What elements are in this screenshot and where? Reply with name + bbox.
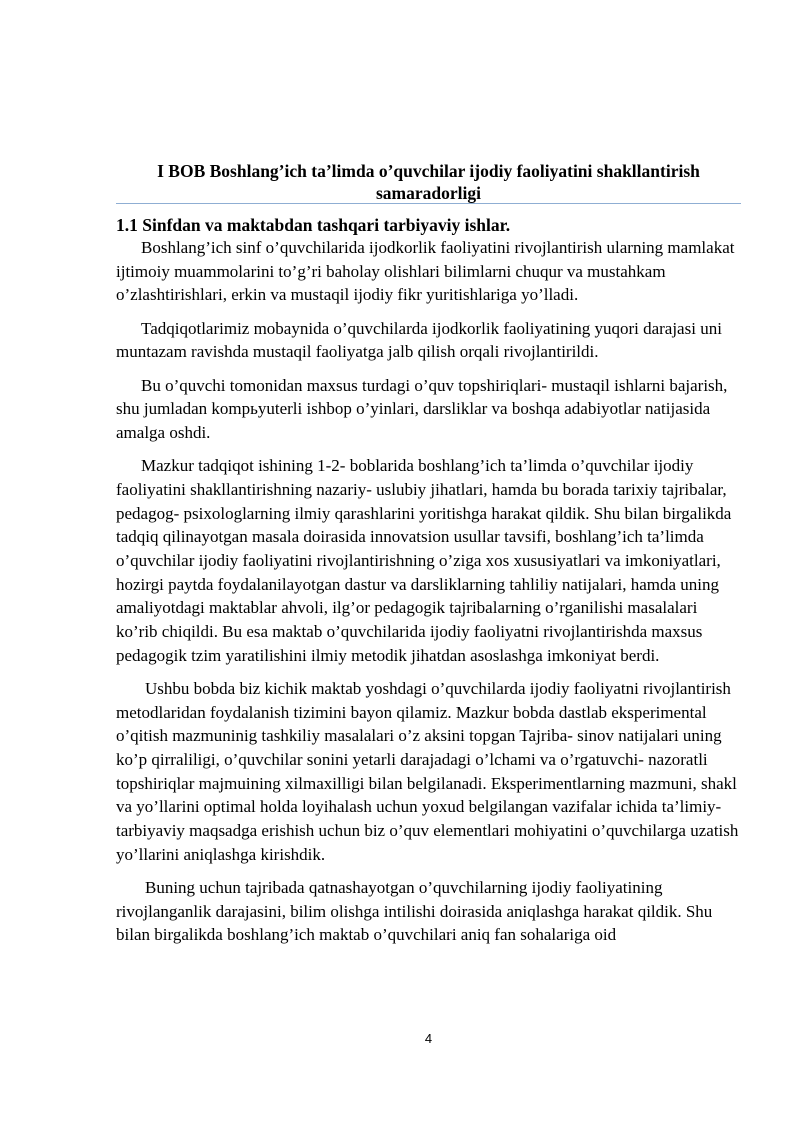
paragraph-3: Bu o’quvchi tomonidan maxsus turdagi o’quv topshiriqlari- mustaqil ishlarni bajarish, shu jumladan kompьyuterli ishbop o’yinlari, darsliklar va boshqa adabiyotlar natijasida amalga oshdi.: [116, 375, 728, 442]
chapter-title-line2: samaradorligi: [376, 183, 481, 203]
chapter-title-line1: I BOB Boshlang’ich ta’limda o’quvchilar ijodiy faoliyatini shakllantirish: [157, 161, 700, 181]
title-underline-rule: [116, 203, 741, 204]
paragraph-1: Boshlang’ich sinf o’quvchilarida ijodkorlik faoliyatini rivojlantirish ularning mamlakat ijtimoiy muammolarini to’g’ri baholay olishlari bilimlarni chuqur va mustahkam o’zlashtirishlari, erkin va mustaqil ijodiy fikr yuritishlariga yo’lladi.: [116, 238, 735, 305]
body-text: [116, 236, 743, 957]
page-number: 4: [424, 1031, 433, 1046]
chapter-title: [116, 160, 741, 204]
section-heading: 1.1 Sinfdan va maktabdan tashqari tarbiyaviy ishlar.: [116, 215, 511, 235]
paragraph-2: Tadqiqotlarimiz mobaynida o’quvchilarda ijodkorlik faoliyatining yuqori darajasi uni muntazam ravishda mustaqil faoliyatga jalb qilish orqali rivojlantirildi.: [116, 318, 722, 362]
paragraph-6: Buning uchun tajribada qatnashayotgan o’quvchilarning ijodiy faoliyatining rivojlanganlik darajasini, bilim olishga intilishi doirasida aniqlashga harakat qildik. Shu bilan birgalikda boshlang’ich maktab o’quvchilari aniq fan sohalariga oid: [116, 878, 713, 945]
paragraph-5: Ushbu bobda biz kichik maktab yoshdagi o’quvchilarda ijodiy faoliyatni rivojlantirish metodlaridan foydalanish tizimini bayon qilamiz. Mazkur bobda dastlab eksperimental o’qitish mazmuninig tashkiliy masalalari o’z aksini topgan Tajriba- sinov natijalari uning ko’p qirraliligi, o’quvchilar sonini yetarli darajadagi o’lchami va o’rgatuvchi- nazoratli topshiriqlar majmuining xilmaxilligi bilan belgilanadi. Eksperimentlarning mazmuni, shakl va yo’llarini optimal holda loyihalash uchun yoxud belgilangan vazifalar ichida ta’limiy-tarbiyaviy maqsadga erishish uchun biz o’quv elementlari mohiyatini o’quvchilarga uzatish yo’llarini aniqlashga kirishdik.: [116, 678, 739, 864]
paragraph-4: Mazkur tadqiqot ishining 1-2- boblarida boshlang’ich ta’limda o’quvchilar ijodiy faoliyatini shakllantirishning nazariy- uslubiy jihatlari, hamda bu borada tarixiy tajribalar, pedagog- psixologlarning ilmiy qarashlarini yoritishga harakat qildik. Shu bilan birgalikda tadqiq qilinayotgan masala doirasida innovatsion usullar tavsifi, boshlang’ich ta’limda o’quvchilar ijodiy faoliyatini rivojlantirishning o’ziga xos xususiyatlari va imkoniyatlari, hozirgi paytda foydalanilayotgan dastur va darsliklarning tahliliy natijalari, hamda uning amaliyotdagi maktablar ahvoli, ilg’or pedagogik tajribalarning o’rganilishi masalalari ko’rib chiqildi. Bu esa maktab o’quvchilarida ijodiy faoliyatni rivojlantirishda maxsus pedagogik tzim yaratilishini ilmiy metodik jihatdan asoslashga imkoniyat berdi.: [116, 456, 732, 665]
